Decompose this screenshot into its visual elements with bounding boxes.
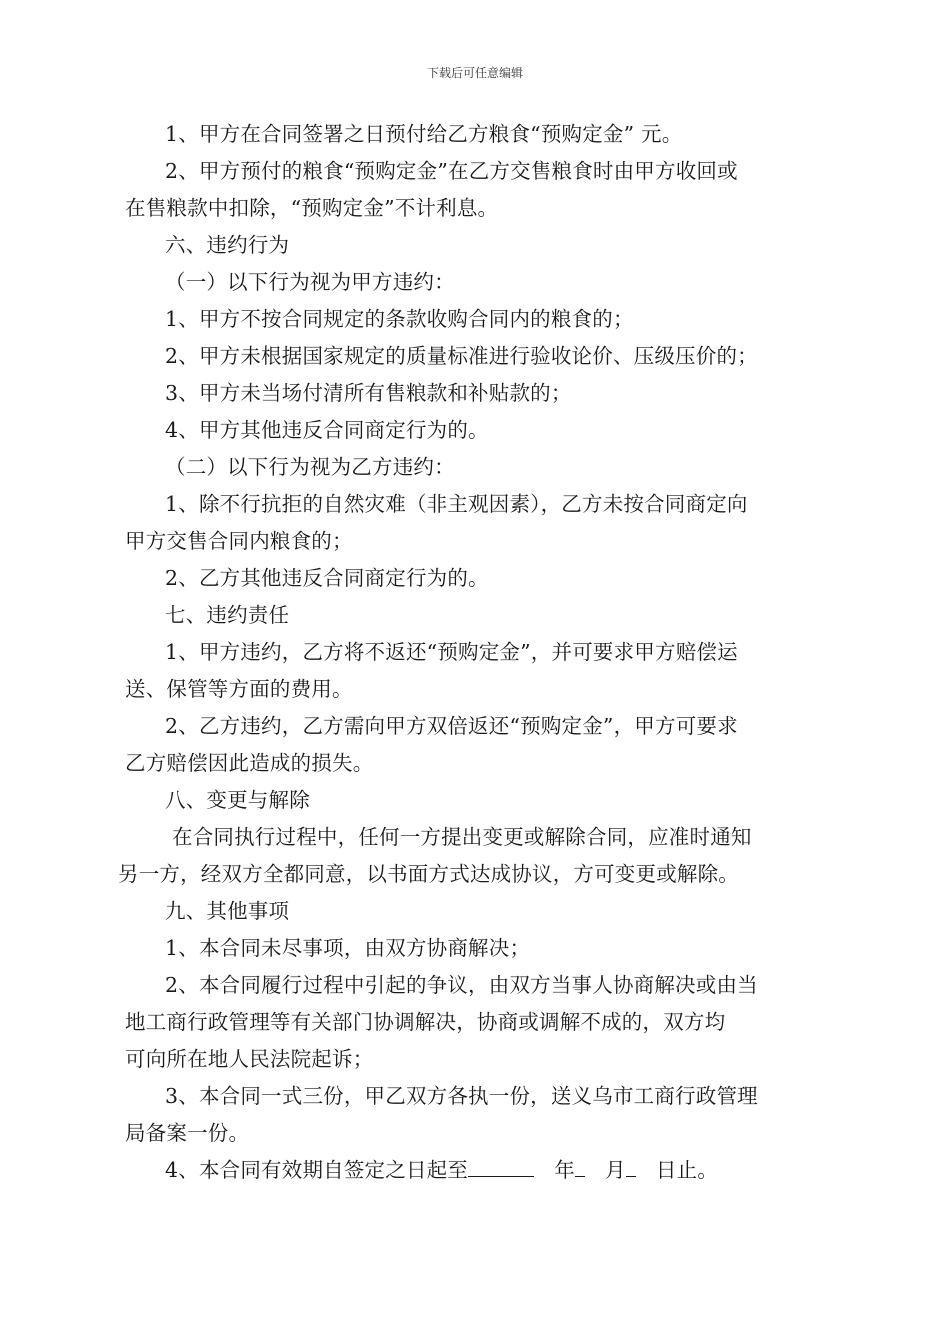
text-line: 乙方赔偿因此造成的损失。 bbox=[125, 751, 374, 775]
clause-b-breach-2 bbox=[145, 560, 810, 597]
clause-liability-2 bbox=[125, 708, 810, 782]
text-line: 在售粮款中扣除，“预购定金”不计利息。 bbox=[125, 196, 499, 220]
text-line: 七、违约责任 bbox=[165, 603, 290, 627]
month-blank bbox=[575, 1154, 585, 1177]
text-line: 另一方，经双方全都同意，以书面方式达成协议，方可变更或解除。 bbox=[118, 862, 739, 886]
clause-other-1 bbox=[145, 930, 810, 967]
text-line: 1、甲方在合同签署之日预付给乙方粮食“预购定金” 元。 bbox=[165, 122, 683, 146]
text-line: 2、乙方违约，乙方需向甲方双倍返还“预购定金”，甲方可要求 bbox=[165, 714, 738, 738]
clause-b-breach-1 bbox=[125, 486, 810, 560]
clause-other-2 bbox=[125, 967, 810, 1078]
text-line: 局备案一份。 bbox=[125, 1121, 250, 1145]
month-label: 月 bbox=[605, 1158, 626, 1182]
text-line: 在合同执行过程中，任何一方提出变更或解除合同，应准时通知 bbox=[172, 825, 752, 849]
text-line: 3、甲方未当场付清所有售粮款和补贴款的； bbox=[165, 381, 572, 405]
text-line: 4、甲方其他违反合同商定行为的。 bbox=[165, 418, 489, 442]
text-line: 地工商行政管理等有关部门协调解决，协商或调解不成的，双方均 bbox=[125, 1010, 726, 1034]
text-line: 九、其他事项 bbox=[165, 899, 290, 923]
section-title-other bbox=[145, 893, 810, 930]
document-body bbox=[118, 116, 810, 1189]
text-line: 2、本合同履行过程中引起的争议，由双方当事人协商解决或由当 bbox=[165, 973, 758, 997]
day-label: 日止。 bbox=[655, 1158, 719, 1182]
subsection-party-a-breach bbox=[145, 264, 810, 301]
text-line: 甲方交售合同内粮食的； bbox=[125, 529, 353, 553]
clause-a-breach-1 bbox=[145, 301, 810, 338]
clause-deposit-refund bbox=[125, 153, 810, 227]
validity-prefix: 4、本合同有效期自签定之日起至 bbox=[165, 1158, 469, 1182]
text-line: 2、乙方其他违反合同商定行为的。 bbox=[165, 566, 489, 590]
section-title-liability bbox=[145, 597, 810, 634]
text-line: （二）以下行为视为乙方违约： bbox=[165, 455, 455, 479]
year-blank bbox=[468, 1154, 534, 1177]
text-line: （一）以下行为视为甲方违约： bbox=[165, 270, 455, 294]
section-title-breach bbox=[145, 227, 810, 264]
text-line: 1、甲方不按合同规定的条款收购合同内的粮食的； bbox=[165, 307, 634, 331]
text-line: 1、除不行抗拒的自然灾难（非主观因素），乙方未按合同商定向 bbox=[165, 492, 748, 516]
clause-a-breach-4 bbox=[145, 412, 810, 449]
subsection-party-b-breach bbox=[145, 449, 810, 486]
text-line: 1、本合同未尽事项，由双方协商解决； bbox=[165, 936, 531, 960]
text-line: 3、本合同一式三份，甲乙双方各执一份，送义乌市工商行政管理 bbox=[165, 1084, 758, 1108]
clause-deposit-amount bbox=[145, 116, 810, 153]
clause-other-4-validity bbox=[145, 1152, 810, 1189]
text-line: 1、甲方违约，乙方将不返还“预购定金”，并可要求甲方赔偿运 bbox=[165, 640, 738, 664]
text-line: 送、保管等方面的费用。 bbox=[125, 677, 353, 701]
clause-other-3 bbox=[125, 1078, 810, 1152]
clause-a-breach-2 bbox=[145, 338, 810, 375]
text-line: 可向所在地人民法院起诉； bbox=[125, 1047, 374, 1071]
clause-liability-1 bbox=[125, 634, 810, 708]
text-line: 八、变更与解除 bbox=[165, 788, 310, 812]
day-blank bbox=[626, 1154, 636, 1177]
text-line bbox=[145, 1152, 810, 1189]
clause-a-breach-3 bbox=[145, 375, 810, 412]
page-header: 下载后可任意编辑 bbox=[426, 66, 523, 80]
section-title-change bbox=[145, 782, 810, 819]
text-line: 2、甲方未根据国家规定的质量标准进行验收论价、压级压价的； bbox=[165, 344, 758, 368]
text-line: 六、违约行为 bbox=[165, 233, 290, 257]
text-line: 2、甲方预付的粮食“预购定金”在乙方交售粮食时由甲方收回或 bbox=[165, 159, 738, 183]
year-label: 年 bbox=[554, 1158, 575, 1182]
clause-change bbox=[118, 819, 810, 893]
